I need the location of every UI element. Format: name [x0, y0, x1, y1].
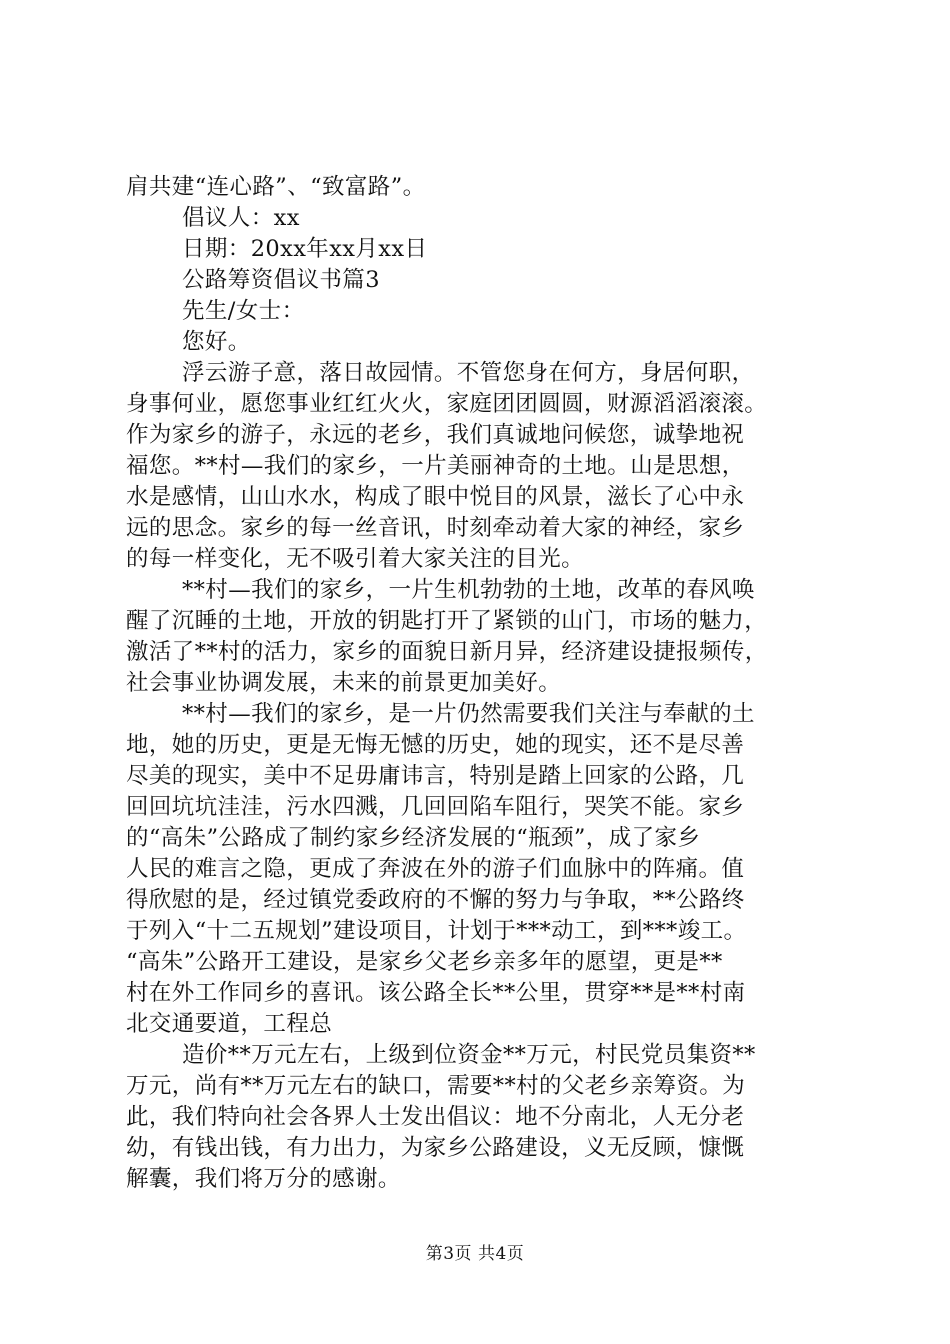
- text-line: 造价**万元左右，上级到位资金**万元，村民党员集资**: [182, 1042, 756, 1068]
- text-line: 日期：20xx年xx月xx日: [182, 236, 428, 262]
- text-line: 于列入“十二五规划”建设项目，计划于***动工，到***竣工。: [126, 918, 747, 944]
- text-line: 水是感情，山山水水，构成了眼中悦目的风景，滋长了心中永: [126, 484, 745, 510]
- page-footer: 第3页 共4页: [425, 1244, 525, 1264]
- text-line: 解囊，我们将万分的感谢。: [126, 1166, 401, 1192]
- text-line: 您好。: [182, 329, 251, 355]
- text-line: 浮云游子意，落日故园情。不管您身在何方，身居何职，: [182, 360, 755, 386]
- text-line: 远的思念。家乡的每一丝音讯，时刻牵动着大家的神经，家乡: [126, 515, 745, 541]
- text-line: 得欣慰的是，经过镇党委政府的不懈的努力与争取，**公路终: [126, 887, 745, 913]
- text-line: 公路筹资倡议书篇3: [182, 267, 380, 293]
- text-line: **村—我们的家乡，一片生机勃勃的土地，改革的春风唤: [182, 577, 755, 603]
- text-line: 倡议人：xx: [182, 205, 300, 231]
- text-line: 村在外工作同乡的喜讯。该公路全长**公里，贯穿**是**村南: [126, 980, 746, 1006]
- text-line: 的“高朱”公路成了制约家乡经济发展的“瓶颈”，成了家乡: [126, 825, 701, 851]
- text-line: 身事何业，愿您事业红红火火，家庭团团圆圆，财源滔滔滚滚。: [126, 391, 768, 417]
- text-line: 地，她的历史，更是无悔无憾的历史，她的现实，还不是尽善: [126, 732, 745, 758]
- text-line: 幼，有钱出钱，有力出力，为家乡公路建设，义无反顾，慷慨: [126, 1135, 745, 1161]
- text-line: 回回坑坑洼洼，污水四溅，几回回陷车阻行，哭笑不能。家乡: [126, 794, 745, 820]
- text-line: 福您。**村—我们的家乡，一片美丽神奇的土地。山是思想，: [126, 453, 745, 479]
- text-line: 尽美的现实，美中不足毋庸讳言，特别是踏上回家的公路，几: [126, 763, 745, 789]
- text-line: 万元，尚有**万元左右的缺口，需要**村的父老乡亲筹资。为: [126, 1073, 746, 1099]
- text-line: 人民的难言之隐，更成了奔波在外的游子们血脉中的阵痛。值: [126, 856, 745, 882]
- text-line: 醒了沉睡的土地，开放的钥匙打开了紧锁的山门，市场的魅力，: [126, 608, 768, 634]
- text-line: 北交通要道，工程总: [126, 1011, 333, 1037]
- text-line: 此，我们特向社会各界人士发出倡议：地不分南北，人无分老: [126, 1104, 745, 1130]
- document-body: [126, 172, 846, 1195]
- text-line: 社会事业协调发展，未来的前景更加美好。: [126, 670, 562, 696]
- text-line: 肩共建“连心路”、“致富路”。: [126, 174, 426, 200]
- text-line: “高朱”公路开工建设，是家乡父老乡亲多年的愿望，更是**: [126, 949, 723, 975]
- text-line: 激活了**村的活力，家乡的面貌日新月异，经济建设捷报频传，: [126, 639, 768, 665]
- text-line: **村—我们的家乡，是一片仍然需要我们关注与奉献的土: [182, 701, 755, 727]
- text-line: 先生/女士：: [182, 298, 305, 324]
- text-line: 的每一样变化，无不吸引着大家关注的目光。: [126, 546, 585, 572]
- text-line: 作为家乡的游子，永远的老乡，我们真诚地问候您，诚挚地祝: [126, 422, 745, 448]
